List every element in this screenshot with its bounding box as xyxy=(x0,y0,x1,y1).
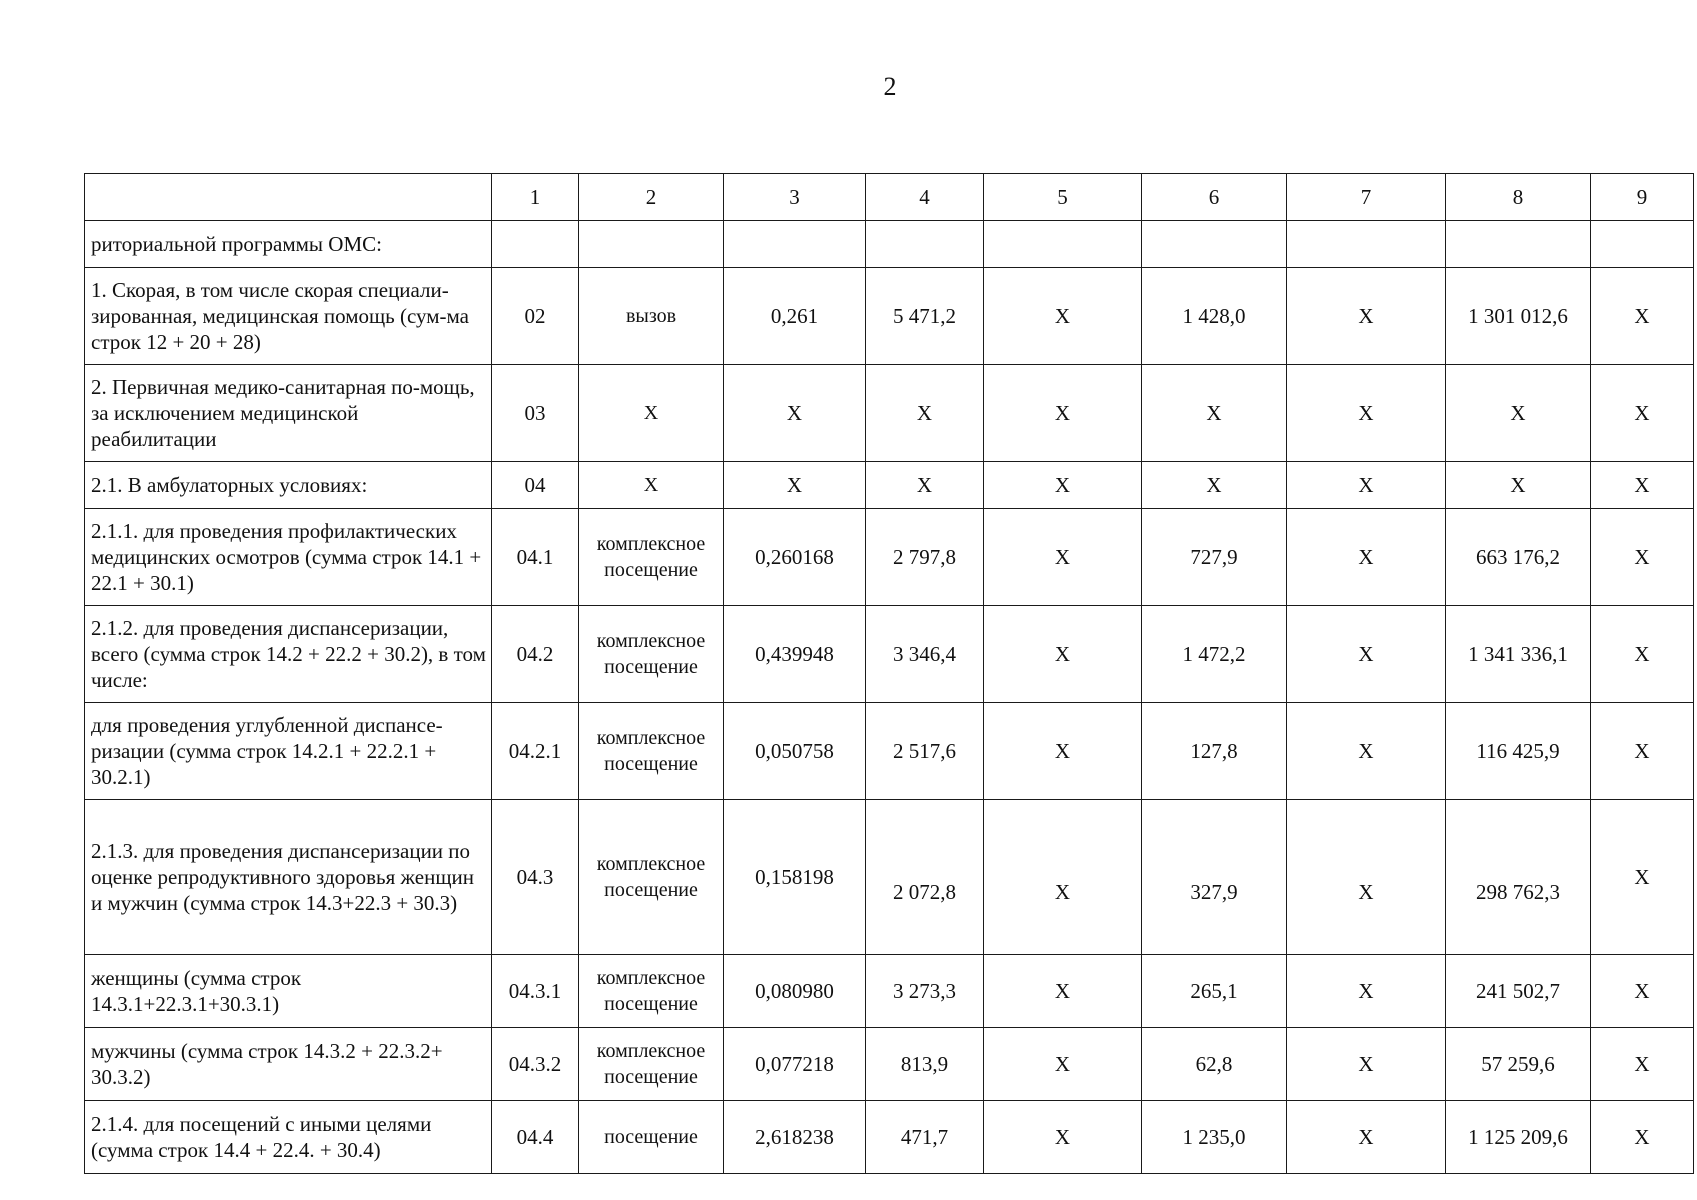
cell-col-6: 327,9 xyxy=(1142,800,1287,955)
cell-col-5: X xyxy=(984,462,1142,509)
cell-col-6: 1 235,0 xyxy=(1142,1101,1287,1174)
row-unit: комплексное посещение xyxy=(579,955,724,1028)
row-name: риториальной программы ОМС: xyxy=(85,221,492,268)
cell-col-9: X xyxy=(1591,1028,1694,1101)
table-row xyxy=(85,800,1694,955)
cell-col-9: X xyxy=(1591,1101,1694,1174)
header-cell: 5 xyxy=(984,174,1142,221)
table-row xyxy=(85,365,1694,462)
cell-col-5: X xyxy=(984,268,1142,365)
header-cell: 1 xyxy=(492,174,579,221)
table-row xyxy=(85,1101,1694,1174)
cell-col-9: X xyxy=(1591,955,1694,1028)
cell-col-7: X xyxy=(1287,509,1446,606)
table-row xyxy=(85,462,1694,509)
cell-col-4: 2 797,8 xyxy=(866,509,984,606)
table-row xyxy=(85,606,1694,703)
cell-col-6: 127,8 xyxy=(1142,703,1287,800)
row-name: мужчины (сумма строк 14.3.2 + 22.3.2+ 30.3.2) xyxy=(85,1028,492,1101)
header-cell xyxy=(85,174,492,221)
cell-col-5: X xyxy=(984,955,1142,1028)
continuation-row xyxy=(85,221,1694,268)
cell-col-5: X xyxy=(984,509,1142,606)
cell-col-3: 0,439948 xyxy=(724,606,866,703)
empty-cell xyxy=(1446,221,1591,268)
empty-cell xyxy=(866,221,984,268)
row-name: 2.1.4. для посещений с иными целями (сумма строк 14.4 + 22.4. + 30.4) xyxy=(85,1101,492,1174)
cell-col-6: 265,1 xyxy=(1142,955,1287,1028)
cell-col-8: X xyxy=(1446,462,1591,509)
table-row xyxy=(85,509,1694,606)
cell-col-3: 0,077218 xyxy=(724,1028,866,1101)
cell-col-7: X xyxy=(1287,1028,1446,1101)
cell-col-7: X xyxy=(1287,703,1446,800)
header-cell: 8 xyxy=(1446,174,1591,221)
cell-col-8: 1 125 209,6 xyxy=(1446,1101,1591,1174)
cell-col-7: X xyxy=(1287,800,1446,955)
cell-col-4: 813,9 xyxy=(866,1028,984,1101)
row-name: 2.1.1. для проведения профилактических медицинских осмотров (сумма строк 14.1 + 22.1 + 30.1) xyxy=(85,509,492,606)
row-name: 2. Первичная медико-санитарная по-мощь, за исключением медицинской реабилитации xyxy=(85,365,492,462)
cell-col-9: X xyxy=(1591,703,1694,800)
cell-col-4: X xyxy=(866,365,984,462)
row-unit: посещение xyxy=(579,1101,724,1174)
row-name: для проведения углубленной диспансе-ризации (сумма строк 14.2.1 + 22.2.1 + 30.2.1) xyxy=(85,703,492,800)
cell-col-8: X xyxy=(1446,365,1591,462)
header-cell: 4 xyxy=(866,174,984,221)
cell-col-8: 57 259,6 xyxy=(1446,1028,1591,1101)
row-code: 04.3.1 xyxy=(492,955,579,1028)
cell-col-3: X xyxy=(724,365,866,462)
empty-cell xyxy=(579,221,724,268)
cell-col-3: 0,260168 xyxy=(724,509,866,606)
cell-col-9: X xyxy=(1591,606,1694,703)
cell-col-5: X xyxy=(984,1101,1142,1174)
cell-col-5: X xyxy=(984,1028,1142,1101)
cell-col-5: X xyxy=(984,365,1142,462)
cell-col-4: 3 346,4 xyxy=(866,606,984,703)
cell-col-7: X xyxy=(1287,365,1446,462)
row-code: 04.3.2 xyxy=(492,1028,579,1101)
cell-col-4: 471,7 xyxy=(866,1101,984,1174)
cell-col-7: X xyxy=(1287,462,1446,509)
cell-col-8: 1 301 012,6 xyxy=(1446,268,1591,365)
empty-cell xyxy=(1142,221,1287,268)
program-table xyxy=(84,173,1694,1174)
row-unit: X xyxy=(579,365,724,462)
header-cell: 7 xyxy=(1287,174,1446,221)
cell-col-3: 2,618238 xyxy=(724,1101,866,1174)
empty-cell xyxy=(1591,221,1694,268)
row-code: 04.2.1 xyxy=(492,703,579,800)
empty-cell xyxy=(1287,221,1446,268)
cell-col-6: 1 428,0 xyxy=(1142,268,1287,365)
cell-col-8: 1 341 336,1 xyxy=(1446,606,1591,703)
row-unit: комплексное посещение xyxy=(579,800,724,955)
empty-cell xyxy=(492,221,579,268)
row-code: 04.2 xyxy=(492,606,579,703)
empty-cell xyxy=(984,221,1142,268)
header-cell: 6 xyxy=(1142,174,1287,221)
row-code: 03 xyxy=(492,365,579,462)
cell-col-4: 3 273,3 xyxy=(866,955,984,1028)
cell-col-8: 116 425,9 xyxy=(1446,703,1591,800)
row-unit: X xyxy=(579,462,724,509)
cell-col-8: 241 502,7 xyxy=(1446,955,1591,1028)
row-unit: комплексное посещение xyxy=(579,606,724,703)
cell-col-9: X xyxy=(1591,268,1694,365)
cell-col-9: X xyxy=(1591,800,1694,955)
cell-col-8: 298 762,3 xyxy=(1446,800,1591,955)
cell-col-5: X xyxy=(984,703,1142,800)
header-cell: 3 xyxy=(724,174,866,221)
cell-col-4: 2 072,8 xyxy=(866,800,984,955)
table-row xyxy=(85,703,1694,800)
row-unit: вызов xyxy=(579,268,724,365)
cell-col-5: X xyxy=(984,606,1142,703)
cell-col-6: X xyxy=(1142,365,1287,462)
row-code: 04 xyxy=(492,462,579,509)
table-row xyxy=(85,1028,1694,1101)
cell-col-5: X xyxy=(984,800,1142,955)
cell-col-7: X xyxy=(1287,268,1446,365)
page-number: 2 xyxy=(883,72,897,101)
empty-cell xyxy=(724,221,866,268)
row-unit: комплексное посещение xyxy=(579,509,724,606)
header-cell: 9 xyxy=(1591,174,1694,221)
row-code: 04.4 xyxy=(492,1101,579,1174)
cell-col-7: X xyxy=(1287,606,1446,703)
cell-col-3: 0,050758 xyxy=(724,703,866,800)
cell-col-3: 0,261 xyxy=(724,268,866,365)
cell-col-3: 0,080980 xyxy=(724,955,866,1028)
cell-col-9: X xyxy=(1591,509,1694,606)
row-name: 1. Скорая, в том числе скорая специали-зированная, медицинская помощь (сум-ма строк 12 + 20 + 28) xyxy=(85,268,492,365)
cell-col-9: X xyxy=(1591,365,1694,462)
cell-col-6: 727,9 xyxy=(1142,509,1287,606)
cell-col-6: 1 472,2 xyxy=(1142,606,1287,703)
cell-col-7: X xyxy=(1287,955,1446,1028)
cell-col-7: X xyxy=(1287,1101,1446,1174)
column-number-row xyxy=(85,174,1694,221)
row-unit: комплексное посещение xyxy=(579,703,724,800)
row-name: женщины (сумма строк 14.3.1+22.3.1+30.3.1) xyxy=(85,955,492,1028)
row-code: 04.3 xyxy=(492,800,579,955)
row-unit: комплексное посещение xyxy=(579,1028,724,1101)
cell-col-4: X xyxy=(866,462,984,509)
cell-col-4: 5 471,2 xyxy=(866,268,984,365)
table-row xyxy=(85,268,1694,365)
cell-col-3: 0,158198 xyxy=(724,800,866,955)
row-name: 2.1.3. для проведения диспансеризации по оценке репродуктивного здоровья женщин и мужчин (сумма строк 14.3+22.3 + 30.3) xyxy=(85,800,492,955)
table-row xyxy=(85,955,1694,1028)
cell-col-3: X xyxy=(724,462,866,509)
row-name: 2.1. В амбулаторных условиях: xyxy=(85,462,492,509)
cell-col-8: 663 176,2 xyxy=(1446,509,1591,606)
row-code: 04.1 xyxy=(492,509,579,606)
row-name: 2.1.2. для проведения диспансеризации, всего (сумма строк 14.2 + 22.2 + 30.2), в том числе: xyxy=(85,606,492,703)
cell-col-4: 2 517,6 xyxy=(866,703,984,800)
cell-col-6: X xyxy=(1142,462,1287,509)
cell-col-9: X xyxy=(1591,462,1694,509)
header-cell: 2 xyxy=(579,174,724,221)
cell-col-6: 62,8 xyxy=(1142,1028,1287,1101)
row-code: 02 xyxy=(492,268,579,365)
